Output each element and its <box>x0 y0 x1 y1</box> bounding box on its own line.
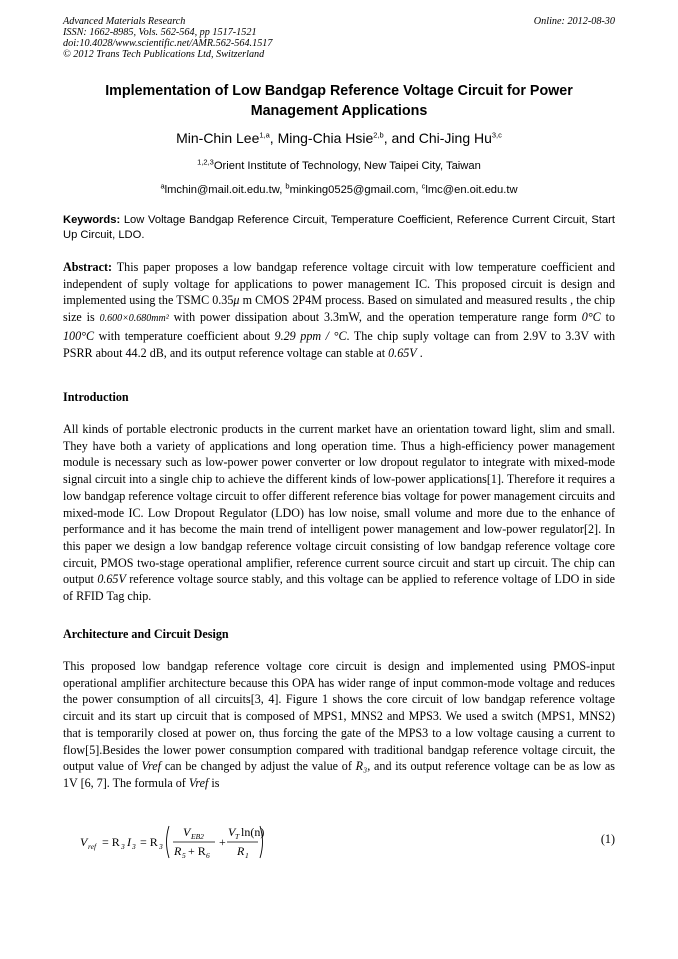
journal-header <box>63 16 272 60</box>
temp-max: 100°C <box>63 328 95 343</box>
eq-num1: V <box>183 825 191 839</box>
chip-size: 0.600×0.680mm² <box>99 313 169 325</box>
abstract-label: Abstract: <box>63 260 113 274</box>
equation-1 <box>80 822 615 862</box>
eq-equals: = R <box>102 835 120 849</box>
author-name: Min-Chin Lee <box>176 130 260 146</box>
eq-sub: EB2 <box>191 832 204 841</box>
email-superscript: b <box>285 181 290 191</box>
author-name: Ming-Chia Hsie <box>277 130 374 146</box>
eq-sub: 3 <box>159 842 163 851</box>
eq-ln: ln(n) <box>241 825 265 839</box>
eq-vref: V <box>80 835 88 849</box>
paper-title: Implementation of Low Bandgap Reference Voltage Circuit for Power Management Applications <box>105 83 573 119</box>
eq-plus: + <box>219 835 226 849</box>
journal-name: Advanced Materials Research <box>63 16 186 27</box>
output-voltage: 0.65V <box>97 572 126 587</box>
body-text: , and its output reference voltage can be as low as 1V [6, 7]. The formula of <box>63 759 615 790</box>
email-superscript: c <box>421 181 426 191</box>
author-separator: , <box>269 130 278 146</box>
author-superscript: 3,c <box>491 130 502 140</box>
eq-sub: 1 <box>245 851 249 860</box>
vref-symbol: Vref <box>188 775 209 790</box>
abstract-text: with power dissipation about 3.3mW, and the operation temperature range form <box>168 310 582 325</box>
eq-sub: 3 <box>121 842 125 851</box>
mu-symbol: μ <box>233 293 240 308</box>
eq-den1-plus: + R <box>188 844 206 858</box>
copyright-line: © 2012 Trans Tech Publications Ltd, Switzerland <box>63 49 265 60</box>
temp-min: 0°C <box>581 310 601 325</box>
vref-symbol: Vref <box>141 759 162 774</box>
email-address: minking0525@gmail.com, <box>289 184 422 196</box>
body-text: can be changed by adjust the value of <box>161 759 356 774</box>
body-text: This proposed low bandgap reference voltage core circuit is design and implemented using PMOS-input operational amplifier architecture because this OPA has wider range of input common-mode voltage and reduces the power consumption of all circuits[3, 4]. Figure 1 shows the core circuit of low bandgap reference voltage circuit and its start up circuit that is composed of MPS1, MNS2 and MPS3. We used a switch (MPS1, MNS2) that is temporarily closed at power on, thus forcing the gate of the MPS3 to a low voltage causing a current to flow[5].Besides the lower power consumption compared with traditional bandgap reference voltage circuit, the output value of <box>63 659 615 774</box>
introduction-paragraph <box>63 421 615 605</box>
eq-sub: 3 <box>132 842 136 851</box>
author-superscript: 1,a <box>259 130 270 140</box>
eq-i3: I <box>127 835 131 849</box>
keywords-text: Low Voltage Bandgap Reference Circuit, Temperature Coefficient, Reference Current Circuit, Start Up Circuit, LDO. <box>63 214 615 241</box>
abstract-text: m CMOS 2P4M process. Based on simulated and measured results , the chip size is <box>63 293 615 325</box>
doi-line: doi:10.4028/www.scientific.net/AMR.562-564.1517 <box>63 38 273 49</box>
abstract-text: with temperature coefficient about <box>94 328 275 343</box>
affiliation-text: Orient Institute of Technology, New Taipei City, Taiwan <box>213 160 481 172</box>
eq-equals: = R <box>140 835 158 849</box>
eq-left-paren <box>167 826 170 858</box>
issn-line: ISSN: 1662-8985, Vols. 562-564, pp 1517-1521 <box>63 27 257 38</box>
email-address: lmchin@mail.oit.edu.tw, <box>164 184 286 196</box>
author-list <box>63 129 615 147</box>
eq-sub: 6 <box>206 851 210 860</box>
r3-symbol: R₃ <box>355 759 368 774</box>
abstract-text: This paper proposes a low bandgap reference voltage circuit with low temperature coefficient and independent of suply voltage for applications to power management IC. This proposed circuit is design and implemented using the TSMC 0.35 <box>63 260 615 308</box>
email-superscript: a <box>160 181 165 191</box>
body-text: reference voltage source stably, and this voltage can be applied to reference voltage of LDO in side of RFID Tag chip. <box>63 572 615 604</box>
abstract-text: to <box>600 310 615 325</box>
email-list <box>63 183 615 198</box>
section-heading-introduction: Introduction <box>63 390 129 404</box>
eq-sub: ref <box>88 842 97 851</box>
section-heading-architecture: Architecture and Circuit Design <box>63 627 229 641</box>
author-separator: , and <box>383 130 419 146</box>
keywords <box>63 213 615 243</box>
keywords-label: Keywords: <box>63 214 121 226</box>
body-text: All kinds of portable electronic products in the current market have an orientation toward light, slim and small. They have both a variety of applications and long operation time. Thus a high-efficiency power management module is necessary such as low-power power converter or low dropout regulator to integrate with mixed-mode signal circuit into a single chip to achieve the different kinds of low-power applications[1]. Therefore it requires a low bandgap reference voltage circuit to offer different reference bias voltage for power management circuits and mixed-mode IC. Low Dropout Regulator (LDO) has low noise, small volume and more due to the enhance of performance and it has become the main trend of intelligent power management and low-power regulator[2]. In this paper we design a low bandgap reference voltage circuit consisting of low bandgap reference voltage core circuit, PMOS two-stage operational amplifier, reference current source circuit and start up circuit. The chip can output <box>63 422 615 587</box>
eq-den1: R <box>174 844 182 858</box>
affiliation-superscript: 1,2,3 <box>197 157 214 167</box>
eq-sub: T <box>235 832 240 841</box>
abstract-text: . <box>416 345 423 360</box>
eq-den2: R <box>237 844 245 858</box>
author-superscript: 2,b <box>373 130 384 140</box>
body-text: is <box>208 775 220 790</box>
output-voltage: 0.65V <box>388 345 417 360</box>
online-date: Online: 2012-08-30 <box>533 16 615 27</box>
email-address: lmc@en.oit.edu.tw <box>425 184 518 196</box>
equation-number: (1) <box>600 832 615 846</box>
architecture-paragraph <box>63 658 615 792</box>
affiliation <box>63 159 615 174</box>
eq-sub: 5 <box>182 851 186 860</box>
temp-coefficient: 9.29 ppm / °C <box>274 328 347 343</box>
eq-num2: V <box>228 825 236 839</box>
author-name: Chi-Jing Hu <box>418 130 492 146</box>
abstract <box>63 259 615 361</box>
abstract-text: . The chip suply voltage can from 2.9V to 3.3V with PSRR about 44.2 dB, and its output reference voltage can stable at <box>63 328 615 360</box>
